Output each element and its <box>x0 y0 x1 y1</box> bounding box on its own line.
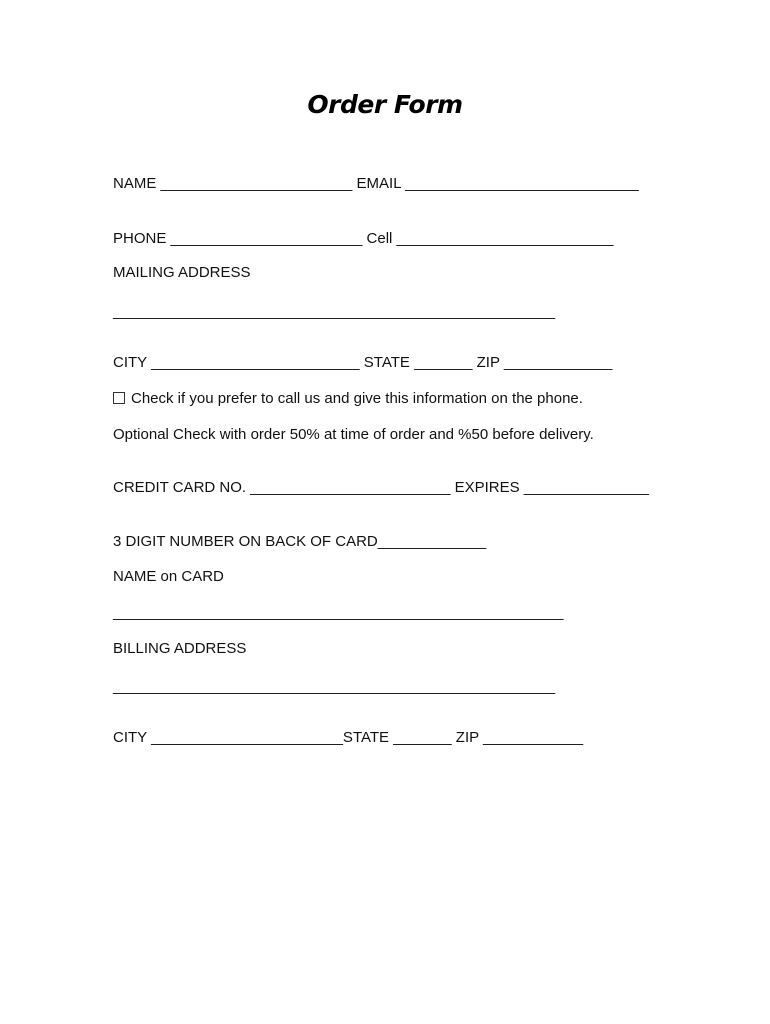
billing-city-state-zip-line: CITY _______________________STATE _______ ZIP ____________ <box>113 729 584 746</box>
three-digit-line: 3 DIGIT NUMBER ON BACK OF CARD_____________ <box>113 533 487 550</box>
mailing-address-label: MAILING ADDRESS <box>113 264 251 281</box>
phone-cell-line: PHONE _______________________ Cell __________________________ <box>113 230 614 247</box>
name-on-card-blank: ______________________________________________________ <box>113 604 564 621</box>
phone-preference-checkbox[interactable] <box>113 392 125 404</box>
name-email-line: NAME _______________________ EMAIL ____________________________ <box>113 175 639 192</box>
optional-check-line: Optional Check with order 50% at time of order and %50 before delivery. <box>113 426 594 443</box>
page-title: Order Form <box>307 90 463 119</box>
city-state-zip-line: CITY _________________________ STATE _______ ZIP _____________ <box>113 354 613 371</box>
billing-address-label: BILLING ADDRESS <box>113 640 247 657</box>
phone-preference-line <box>113 390 583 408</box>
name-on-card-label: NAME on CARD <box>113 568 224 585</box>
phone-preference-text: Check if you prefer to call us and give this information on the phone. <box>131 390 583 407</box>
credit-card-line: CREDIT CARD NO. ________________________ EXPIRES _______________ <box>113 479 649 496</box>
billing-address-blank: _____________________________________________________ <box>113 678 556 695</box>
mailing-address-blank: _____________________________________________________ <box>113 303 556 320</box>
